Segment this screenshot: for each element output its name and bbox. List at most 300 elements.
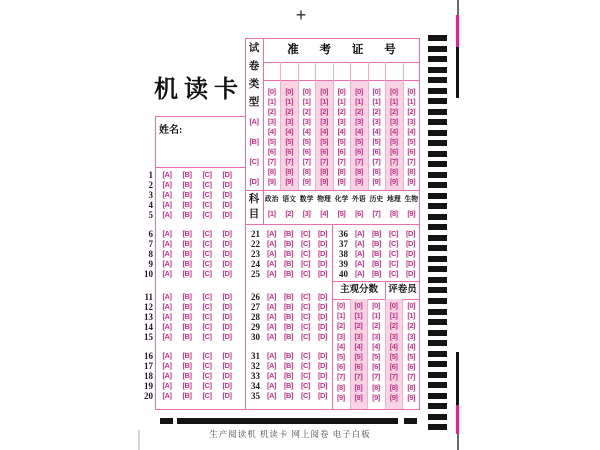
ticket-col8-digit-0[interactable]: [0] — [389, 87, 398, 96]
ticket-col9-digit-5[interactable]: [5] — [407, 137, 416, 146]
q7-option-A[interactable]: [A] — [162, 239, 172, 248]
q9-option-B[interactable]: [B] — [182, 259, 192, 268]
q3-option-B[interactable]: [B] — [182, 190, 192, 199]
subjective-col1-digit-3[interactable]: [3] — [336, 331, 345, 341]
ticket-col8-digit-4[interactable]: [4] — [389, 127, 398, 136]
q29-option-B[interactable]: [B] — [284, 322, 293, 331]
ticket-col6-digit-6[interactable]: [6] — [355, 147, 363, 156]
grader-col2-digit-9[interactable]: [9] — [407, 392, 416, 402]
q40-option-C[interactable]: [C] — [389, 269, 398, 278]
subjective-col3-digit-8[interactable]: [8] — [372, 382, 380, 392]
q1-option-D[interactable]: [D] — [222, 170, 232, 179]
subjective-col2-digit-9[interactable]: [9] — [354, 392, 363, 402]
ticket-col2-digit-0[interactable]: [0] — [285, 87, 293, 96]
subject-3-bubble[interactable]: [3] — [302, 209, 311, 218]
q1-option-A[interactable]: [A] — [162, 170, 172, 179]
ticket-col5-digit-6[interactable]: [6] — [337, 147, 346, 156]
ticket-col4-digit-3[interactable]: [3] — [320, 117, 328, 126]
q37-option-A[interactable]: [A] — [355, 239, 364, 248]
ticket-col4-digit-8[interactable]: [8] — [320, 167, 328, 176]
ticket-col8-digit-1[interactable]: [1] — [389, 97, 398, 106]
ticket-col8-digit-3[interactable]: [3] — [389, 117, 398, 126]
q27-option-C[interactable]: [C] — [301, 302, 310, 311]
ticket-col4-digit-2[interactable]: [2] — [320, 107, 328, 116]
ticket-col5-digit-5[interactable]: [5] — [337, 137, 346, 146]
q5-option-D[interactable]: [D] — [222, 210, 232, 219]
q35-option-C[interactable]: [C] — [301, 391, 310, 400]
q40-option-A[interactable]: [A] — [355, 269, 364, 278]
ticket-col6-digit-5[interactable]: [5] — [355, 137, 363, 146]
q18-option-B[interactable]: [B] — [182, 371, 192, 380]
subjective-col3-digit-4[interactable]: [4] — [372, 341, 380, 351]
q32-option-C[interactable]: [C] — [301, 361, 310, 370]
subjective-col3-digit-0[interactable]: [0] — [372, 301, 380, 310]
ticket-col4-digit-1[interactable]: [1] — [320, 97, 328, 106]
subjective-col2-digit-5[interactable]: [5] — [354, 352, 363, 361]
subjective-col1-digit-4[interactable]: [4] — [336, 341, 345, 351]
grader-col2-digit-7[interactable]: [7] — [407, 372, 416, 382]
subject-1-bubble[interactable]: [1] — [267, 209, 276, 218]
q36-option-A[interactable]: [A] — [355, 229, 364, 238]
q34-option-D[interactable]: [D] — [318, 381, 327, 390]
q11-option-D[interactable]: [D] — [222, 292, 232, 301]
subject-2-bubble[interactable]: [2] — [285, 209, 293, 218]
subjective-col1-digit-6[interactable]: [6] — [336, 362, 345, 372]
q17-option-A[interactable]: [A] — [162, 361, 172, 370]
q23-option-D[interactable]: [D] — [318, 249, 327, 258]
ticket-col3-digit-2[interactable]: [2] — [302, 107, 311, 116]
ticket-write-cell-8[interactable] — [385, 63, 402, 79]
ticket-col6-digit-7[interactable]: [7] — [355, 157, 363, 166]
q25-option-B[interactable]: [B] — [284, 269, 293, 278]
ticket-col9-digit-9[interactable]: [9] — [407, 177, 416, 186]
ticket-col3-digit-7[interactable]: [7] — [302, 157, 311, 166]
q14-option-B[interactable]: [B] — [182, 322, 192, 331]
q38-option-A[interactable]: [A] — [355, 249, 364, 258]
q15-option-A[interactable]: [A] — [162, 332, 172, 341]
q7-option-B[interactable]: [B] — [182, 239, 192, 248]
ticket-col7-digit-7[interactable]: [7] — [372, 157, 381, 166]
subjective-col1-digit-2[interactable]: [2] — [336, 321, 345, 331]
q26-option-D[interactable]: [D] — [318, 292, 327, 301]
subjective-col3-digit-1[interactable]: [1] — [372, 311, 380, 321]
q22-option-C[interactable]: [C] — [301, 239, 310, 248]
subjective-col3-digit-9[interactable]: [9] — [372, 392, 380, 402]
q21-option-C[interactable]: [C] — [301, 229, 310, 238]
grader-col2-digit-4[interactable]: [4] — [407, 341, 416, 351]
subjective-col1-digit-1[interactable]: [1] — [336, 311, 345, 321]
ticket-col5-digit-0[interactable]: [0] — [337, 87, 346, 96]
ticket-col1-digit-6[interactable]: [6] — [267, 147, 276, 156]
q13-option-A[interactable]: [A] — [162, 312, 172, 321]
paper-type-option-C[interactable]: [C] — [249, 157, 259, 166]
grader-col2-digit-1[interactable]: [1] — [407, 311, 416, 321]
ticket-write-cell-5[interactable] — [333, 63, 350, 79]
grader-col1-digit-9[interactable]: [9] — [389, 392, 398, 402]
q29-option-D[interactable]: [D] — [318, 322, 327, 331]
q9-option-A[interactable]: [A] — [162, 259, 172, 268]
q15-option-B[interactable]: [B] — [182, 332, 192, 341]
ticket-col7-digit-4[interactable]: [4] — [372, 127, 381, 136]
q19-option-C[interactable]: [C] — [202, 381, 212, 390]
q19-option-B[interactable]: [B] — [182, 381, 192, 390]
q16-option-D[interactable]: [D] — [222, 351, 232, 360]
subject-6-bubble[interactable]: [6] — [355, 209, 363, 218]
ticket-col3-digit-1[interactable]: [1] — [302, 97, 311, 106]
q5-option-B[interactable]: [B] — [182, 210, 192, 219]
q24-option-D[interactable]: [D] — [318, 259, 327, 268]
q23-option-A[interactable]: [A] — [267, 249, 276, 258]
q38-option-C[interactable]: [C] — [389, 249, 398, 258]
ticket-col6-digit-0[interactable]: [0] — [355, 87, 363, 96]
q37-option-D[interactable]: [D] — [406, 239, 415, 248]
ticket-col6-digit-4[interactable]: [4] — [355, 127, 363, 136]
q15-option-C[interactable]: [C] — [202, 332, 212, 341]
q38-option-D[interactable]: [D] — [406, 249, 415, 258]
grader-col1-digit-3[interactable]: [3] — [389, 331, 398, 341]
q33-option-D[interactable]: [D] — [318, 371, 327, 380]
grader-col2-digit-0[interactable]: [0] — [407, 301, 416, 310]
q8-option-B[interactable]: [B] — [182, 249, 192, 258]
subject-8-bubble[interactable]: [8] — [389, 209, 398, 218]
q27-option-D[interactable]: [D] — [318, 302, 327, 311]
q40-option-D[interactable]: [D] — [406, 269, 415, 278]
subjective-col2-digit-8[interactable]: [8] — [354, 382, 363, 392]
q27-option-A[interactable]: [A] — [267, 302, 276, 311]
grader-col2-digit-3[interactable]: [3] — [407, 331, 416, 341]
q16-option-B[interactable]: [B] — [182, 351, 192, 360]
q3-option-C[interactable]: [C] — [202, 190, 212, 199]
ticket-col1-digit-2[interactable]: [2] — [267, 107, 276, 116]
q2-option-A[interactable]: [A] — [162, 180, 172, 189]
q8-option-A[interactable]: [A] — [162, 249, 172, 258]
q15-option-D[interactable]: [D] — [222, 332, 232, 341]
q2-option-C[interactable]: [C] — [202, 180, 212, 189]
ticket-col7-digit-2[interactable]: [2] — [372, 107, 381, 116]
subject-7-bubble[interactable]: [7] — [372, 209, 381, 218]
subjective-col3-digit-5[interactable]: [5] — [372, 352, 380, 361]
q10-option-A[interactable]: [A] — [162, 269, 172, 278]
ticket-col2-digit-3[interactable]: [3] — [285, 117, 293, 126]
ticket-col9-digit-7[interactable]: [7] — [407, 157, 416, 166]
q24-option-C[interactable]: [C] — [301, 259, 310, 268]
q7-option-D[interactable]: [D] — [222, 239, 232, 248]
q12-option-B[interactable]: [B] — [182, 302, 192, 311]
q4-option-B[interactable]: [B] — [182, 200, 192, 209]
subjective-col2-digit-1[interactable]: [1] — [354, 311, 363, 321]
ticket-write-cell-6[interactable] — [350, 63, 367, 79]
ticket-col1-digit-1[interactable]: [1] — [267, 97, 276, 106]
q39-option-B[interactable]: [B] — [372, 259, 381, 268]
grader-col2-digit-6[interactable]: [6] — [407, 362, 416, 372]
ticket-write-cell-1[interactable] — [263, 63, 280, 79]
grader-col2-digit-8[interactable]: [8] — [407, 382, 416, 392]
q25-option-C[interactable]: [C] — [301, 269, 310, 278]
ticket-col9-digit-2[interactable]: [2] — [407, 107, 416, 116]
ticket-col9-digit-6[interactable]: [6] — [407, 147, 416, 156]
ticket-col7-digit-1[interactable]: [1] — [372, 97, 381, 106]
q24-option-A[interactable]: [A] — [267, 259, 276, 268]
ticket-col4-digit-7[interactable]: [7] — [320, 157, 328, 166]
ticket-col8-digit-2[interactable]: [2] — [389, 107, 398, 116]
ticket-col4-digit-4[interactable]: [4] — [320, 127, 328, 136]
q28-option-A[interactable]: [A] — [267, 312, 276, 321]
ticket-col2-digit-5[interactable]: [5] — [285, 137, 293, 146]
grader-col2-digit-5[interactable]: [5] — [407, 352, 416, 361]
q34-option-A[interactable]: [A] — [267, 381, 276, 390]
ticket-col1-digit-5[interactable]: [5] — [267, 137, 276, 146]
q35-option-A[interactable]: [A] — [267, 391, 276, 400]
subjective-col1-digit-0[interactable]: [0] — [336, 301, 345, 310]
ticket-col4-digit-0[interactable]: [0] — [320, 87, 328, 96]
q13-option-C[interactable]: [C] — [202, 312, 212, 321]
q29-option-A[interactable]: [A] — [267, 322, 276, 331]
ticket-col3-digit-6[interactable]: [6] — [302, 147, 311, 156]
ticket-col5-digit-7[interactable]: [7] — [337, 157, 346, 166]
ticket-col2-digit-8[interactable]: [8] — [285, 167, 293, 176]
ticket-col5-digit-2[interactable]: [2] — [337, 107, 346, 116]
q38-option-B[interactable]: [B] — [372, 249, 381, 258]
q4-option-D[interactable]: [D] — [222, 200, 232, 209]
grader-col1-digit-7[interactable]: [7] — [389, 372, 398, 382]
ticket-col9-digit-3[interactable]: [3] — [407, 117, 416, 126]
q33-option-C[interactable]: [C] — [301, 371, 310, 380]
ticket-col6-digit-1[interactable]: [1] — [355, 97, 363, 106]
subject-9-bubble[interactable]: [9] — [407, 209, 416, 218]
q12-option-A[interactable]: [A] — [162, 302, 172, 311]
q1-option-B[interactable]: [B] — [182, 170, 192, 179]
q5-option-C[interactable]: [C] — [202, 210, 212, 219]
q17-option-D[interactable]: [D] — [222, 361, 232, 370]
q23-option-B[interactable]: [B] — [284, 249, 293, 258]
q39-option-D[interactable]: [D] — [406, 259, 415, 268]
q17-option-C[interactable]: [C] — [202, 361, 212, 370]
q9-option-C[interactable]: [C] — [202, 259, 212, 268]
subjective-col3-digit-3[interactable]: [3] — [372, 331, 380, 341]
q27-option-B[interactable]: [B] — [284, 302, 293, 311]
ticket-col5-digit-3[interactable]: [3] — [337, 117, 346, 126]
q11-option-C[interactable]: [C] — [202, 292, 212, 301]
q25-option-D[interactable]: [D] — [318, 269, 327, 278]
q30-option-D[interactable]: [D] — [318, 332, 327, 341]
q22-option-B[interactable]: [B] — [284, 239, 293, 248]
q10-option-D[interactable]: [D] — [222, 269, 232, 278]
ticket-write-cell-4[interactable] — [315, 63, 332, 79]
ticket-col7-digit-3[interactable]: [3] — [372, 117, 381, 126]
q14-option-D[interactable]: [D] — [222, 322, 232, 331]
subjective-col3-digit-2[interactable]: [2] — [372, 321, 380, 331]
q23-option-C[interactable]: [C] — [301, 249, 310, 258]
paper-type-option-B[interactable]: [B] — [249, 137, 259, 146]
ticket-col2-digit-4[interactable]: [4] — [285, 127, 293, 136]
q18-option-D[interactable]: [D] — [222, 371, 232, 380]
ticket-col5-digit-4[interactable]: [4] — [337, 127, 346, 136]
q20-option-C[interactable]: [C] — [202, 391, 212, 400]
q39-option-A[interactable]: [A] — [355, 259, 364, 268]
q19-option-D[interactable]: [D] — [222, 381, 232, 390]
q11-option-B[interactable]: [B] — [182, 292, 192, 301]
name-input-area[interactable] — [185, 118, 243, 164]
q21-option-A[interactable]: [A] — [267, 229, 276, 238]
ticket-col9-digit-8[interactable]: [8] — [407, 167, 416, 176]
q25-option-A[interactable]: [A] — [267, 269, 276, 278]
q26-option-B[interactable]: [B] — [284, 292, 293, 301]
ticket-col1-digit-7[interactable]: [7] — [267, 157, 276, 166]
q24-option-B[interactable]: [B] — [284, 259, 293, 268]
ticket-write-cell-2[interactable] — [280, 63, 297, 79]
q32-option-B[interactable]: [B] — [284, 361, 293, 370]
subjective-col2-digit-4[interactable]: [4] — [354, 341, 363, 351]
grader-col1-digit-0[interactable]: [0] — [389, 301, 398, 310]
subject-5-bubble[interactable]: [5] — [337, 209, 346, 218]
grader-col1-digit-6[interactable]: [6] — [389, 362, 398, 372]
subject-4-bubble[interactable]: [4] — [320, 209, 328, 218]
q31-option-A[interactable]: [A] — [267, 351, 276, 360]
q8-option-D[interactable]: [D] — [222, 249, 232, 258]
subjective-col2-digit-0[interactable]: [0] — [354, 301, 363, 310]
ticket-col8-digit-9[interactable]: [9] — [389, 177, 398, 186]
q6-option-C[interactable]: [C] — [202, 229, 212, 238]
q32-option-D[interactable]: [D] — [318, 361, 327, 370]
subjective-col1-digit-5[interactable]: [5] — [336, 352, 345, 361]
ticket-col5-digit-8[interactable]: [8] — [337, 167, 346, 176]
q12-option-D[interactable]: [D] — [222, 302, 232, 311]
ticket-col8-digit-6[interactable]: [6] — [389, 147, 398, 156]
q29-option-C[interactable]: [C] — [301, 322, 310, 331]
q28-option-D[interactable]: [D] — [318, 312, 327, 321]
ticket-col7-digit-8[interactable]: [8] — [372, 167, 381, 176]
q13-option-B[interactable]: [B] — [182, 312, 192, 321]
ticket-col7-digit-9[interactable]: [9] — [372, 177, 381, 186]
subjective-col2-digit-3[interactable]: [3] — [354, 331, 363, 341]
ticket-col2-digit-2[interactable]: [2] — [285, 107, 293, 116]
q16-option-A[interactable]: [A] — [162, 351, 172, 360]
ticket-write-cell-7[interactable] — [368, 63, 385, 79]
q11-option-A[interactable]: [A] — [162, 292, 172, 301]
ticket-col3-digit-3[interactable]: [3] — [302, 117, 311, 126]
q39-option-C[interactable]: [C] — [389, 259, 398, 268]
grader-col1-digit-8[interactable]: [8] — [389, 382, 398, 392]
q40-option-B[interactable]: [B] — [372, 269, 381, 278]
q26-option-A[interactable]: [A] — [267, 292, 276, 301]
ticket-col1-digit-8[interactable]: [8] — [267, 167, 276, 176]
q36-option-D[interactable]: [D] — [406, 229, 415, 238]
ticket-col2-digit-6[interactable]: [6] — [285, 147, 293, 156]
q7-option-C[interactable]: [C] — [202, 239, 212, 248]
grader-col1-digit-2[interactable]: [2] — [389, 321, 398, 331]
q4-option-A[interactable]: [A] — [162, 200, 172, 209]
ticket-col1-digit-3[interactable]: [3] — [267, 117, 276, 126]
ticket-col8-digit-7[interactable]: [7] — [389, 157, 398, 166]
q4-option-C[interactable]: [C] — [202, 200, 212, 209]
q36-option-B[interactable]: [B] — [372, 229, 381, 238]
q8-option-C[interactable]: [C] — [202, 249, 212, 258]
q36-option-C[interactable]: [C] — [389, 229, 398, 238]
q34-option-B[interactable]: [B] — [284, 381, 293, 390]
ticket-col5-digit-9[interactable]: [9] — [337, 177, 346, 186]
ticket-col1-digit-4[interactable]: [4] — [267, 127, 276, 136]
q35-option-B[interactable]: [B] — [284, 391, 293, 400]
q31-option-B[interactable]: [B] — [284, 351, 293, 360]
q28-option-B[interactable]: [B] — [284, 312, 293, 321]
ticket-col3-digit-8[interactable]: [8] — [302, 167, 311, 176]
ticket-col7-digit-6[interactable]: [6] — [372, 147, 381, 156]
q6-option-B[interactable]: [B] — [182, 229, 192, 238]
ticket-col3-digit-0[interactable]: [0] — [302, 87, 311, 96]
ticket-col3-digit-5[interactable]: [5] — [302, 137, 311, 146]
q3-option-D[interactable]: [D] — [222, 190, 232, 199]
q20-option-D[interactable]: [D] — [222, 391, 232, 400]
q10-option-B[interactable]: [B] — [182, 269, 192, 278]
q30-option-A[interactable]: [A] — [267, 332, 276, 341]
q37-option-B[interactable]: [B] — [372, 239, 381, 248]
q20-option-A[interactable]: [A] — [162, 391, 172, 400]
grader-col2-digit-2[interactable]: [2] — [407, 321, 416, 331]
ticket-col8-digit-8[interactable]: [8] — [389, 167, 398, 176]
q30-option-B[interactable]: [B] — [284, 332, 293, 341]
q33-option-A[interactable]: [A] — [267, 371, 276, 380]
q37-option-C[interactable]: [C] — [389, 239, 398, 248]
ticket-col6-digit-8[interactable]: [8] — [355, 167, 363, 176]
ticket-col1-digit-0[interactable]: [0] — [267, 87, 276, 96]
q20-option-B[interactable]: [B] — [182, 391, 192, 400]
q10-option-C[interactable]: [C] — [202, 269, 212, 278]
ticket-col3-digit-9[interactable]: [9] — [302, 177, 311, 186]
ticket-col2-digit-1[interactable]: [1] — [285, 97, 293, 106]
subjective-col2-digit-7[interactable]: [7] — [354, 372, 363, 382]
ticket-col9-digit-1[interactable]: [1] — [407, 97, 416, 106]
ticket-col8-digit-5[interactable]: [5] — [389, 137, 398, 146]
q18-option-C[interactable]: [C] — [202, 371, 212, 380]
q14-option-C[interactable]: [C] — [202, 322, 212, 331]
ticket-col7-digit-5[interactable]: [5] — [372, 137, 381, 146]
ticket-col4-digit-9[interactable]: [9] — [320, 177, 328, 186]
q1-option-C[interactable]: [C] — [202, 170, 212, 179]
ticket-col6-digit-2[interactable]: [2] — [355, 107, 363, 116]
q13-option-D[interactable]: [D] — [222, 312, 232, 321]
q35-option-D[interactable]: [D] — [318, 391, 327, 400]
ticket-col4-digit-5[interactable]: [5] — [320, 137, 328, 146]
paper-type-option-D[interactable]: [D] — [249, 177, 259, 186]
q32-option-A[interactable]: [A] — [267, 361, 276, 370]
subjective-col1-digit-9[interactable]: [9] — [336, 392, 345, 402]
paper-type-option-A[interactable]: [A] — [249, 117, 259, 126]
subjective-col3-digit-7[interactable]: [7] — [372, 372, 380, 382]
q16-option-C[interactable]: [C] — [202, 351, 212, 360]
q12-option-C[interactable]: [C] — [202, 302, 212, 311]
q6-option-D[interactable]: [D] — [222, 229, 232, 238]
q34-option-C[interactable]: [C] — [301, 381, 310, 390]
q26-option-C[interactable]: [C] — [301, 292, 310, 301]
ticket-col1-digit-9[interactable]: [9] — [267, 177, 276, 186]
q5-option-A[interactable]: [A] — [162, 210, 172, 219]
q28-option-C[interactable]: [C] — [301, 312, 310, 321]
ticket-col5-digit-1[interactable]: [1] — [337, 97, 346, 106]
q33-option-B[interactable]: [B] — [284, 371, 293, 380]
ticket-write-cell-9[interactable] — [403, 63, 420, 79]
ticket-col2-digit-9[interactable]: [9] — [285, 177, 293, 186]
ticket-write-cell-3[interactable] — [298, 63, 315, 79]
q21-option-D[interactable]: [D] — [318, 229, 327, 238]
q19-option-A[interactable]: [A] — [162, 381, 172, 390]
subjective-col1-digit-7[interactable]: [7] — [336, 372, 345, 382]
q9-option-D[interactable]: [D] — [222, 259, 232, 268]
q3-option-A[interactable]: [A] — [162, 190, 172, 199]
q30-option-C[interactable]: [C] — [301, 332, 310, 341]
grader-col1-digit-4[interactable]: [4] — [389, 341, 398, 351]
grader-col1-digit-5[interactable]: [5] — [389, 352, 398, 361]
q22-option-A[interactable]: [A] — [267, 239, 276, 248]
